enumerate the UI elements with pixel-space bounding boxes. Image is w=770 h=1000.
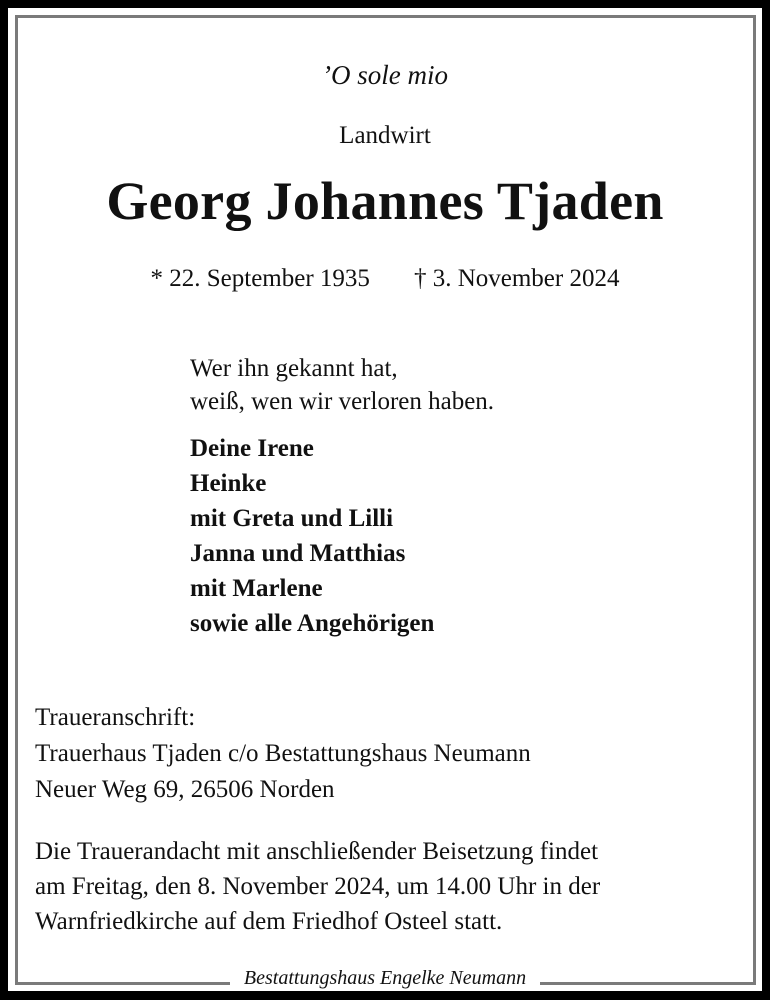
mourner-line: Heinke xyxy=(190,470,267,497)
footer xyxy=(0,965,770,991)
service-info-line: Warnfriedkirche auf dem Friedhof Osteel statt. xyxy=(35,908,503,935)
funeral-home-name: Bestattungshaus Engelke Neumann xyxy=(230,965,540,991)
service-info-line: Die Trauerandacht mit anschließender Beisetzung findet xyxy=(35,838,599,865)
quote-line: weiß, wen wir verloren haben. xyxy=(190,388,495,415)
death-date: † 3. November 2024 xyxy=(413,265,620,292)
quote-line: Wer ihn gekannt hat, xyxy=(190,355,398,382)
mourner-line: mit Greta und Lilli xyxy=(190,505,394,532)
address-line: Neuer Weg 69, 26506 Norden xyxy=(35,776,335,803)
life-dates xyxy=(0,265,770,293)
address-label: Traueranschrift: xyxy=(35,704,196,731)
mourner-line: Deine Irene xyxy=(190,435,314,462)
mourner-line: Janna und Matthias xyxy=(190,540,406,567)
motto: ’O sole mio xyxy=(322,60,448,90)
service-info-line: am Freitag, den 8. November 2024, um 14.00 Uhr in der xyxy=(35,873,601,900)
mourner-line: mit Marlene xyxy=(190,575,323,602)
mourner-line: sowie alle Angehörigen xyxy=(190,610,435,637)
deceased-name: Georg Johannes Tjaden xyxy=(106,171,664,231)
occupation: Landwirt xyxy=(339,122,431,149)
address-line: Trauerhaus Tjaden c/o Bestattungshaus Neumann xyxy=(35,740,531,767)
birth-date: * 22. September 1935 xyxy=(150,265,370,292)
